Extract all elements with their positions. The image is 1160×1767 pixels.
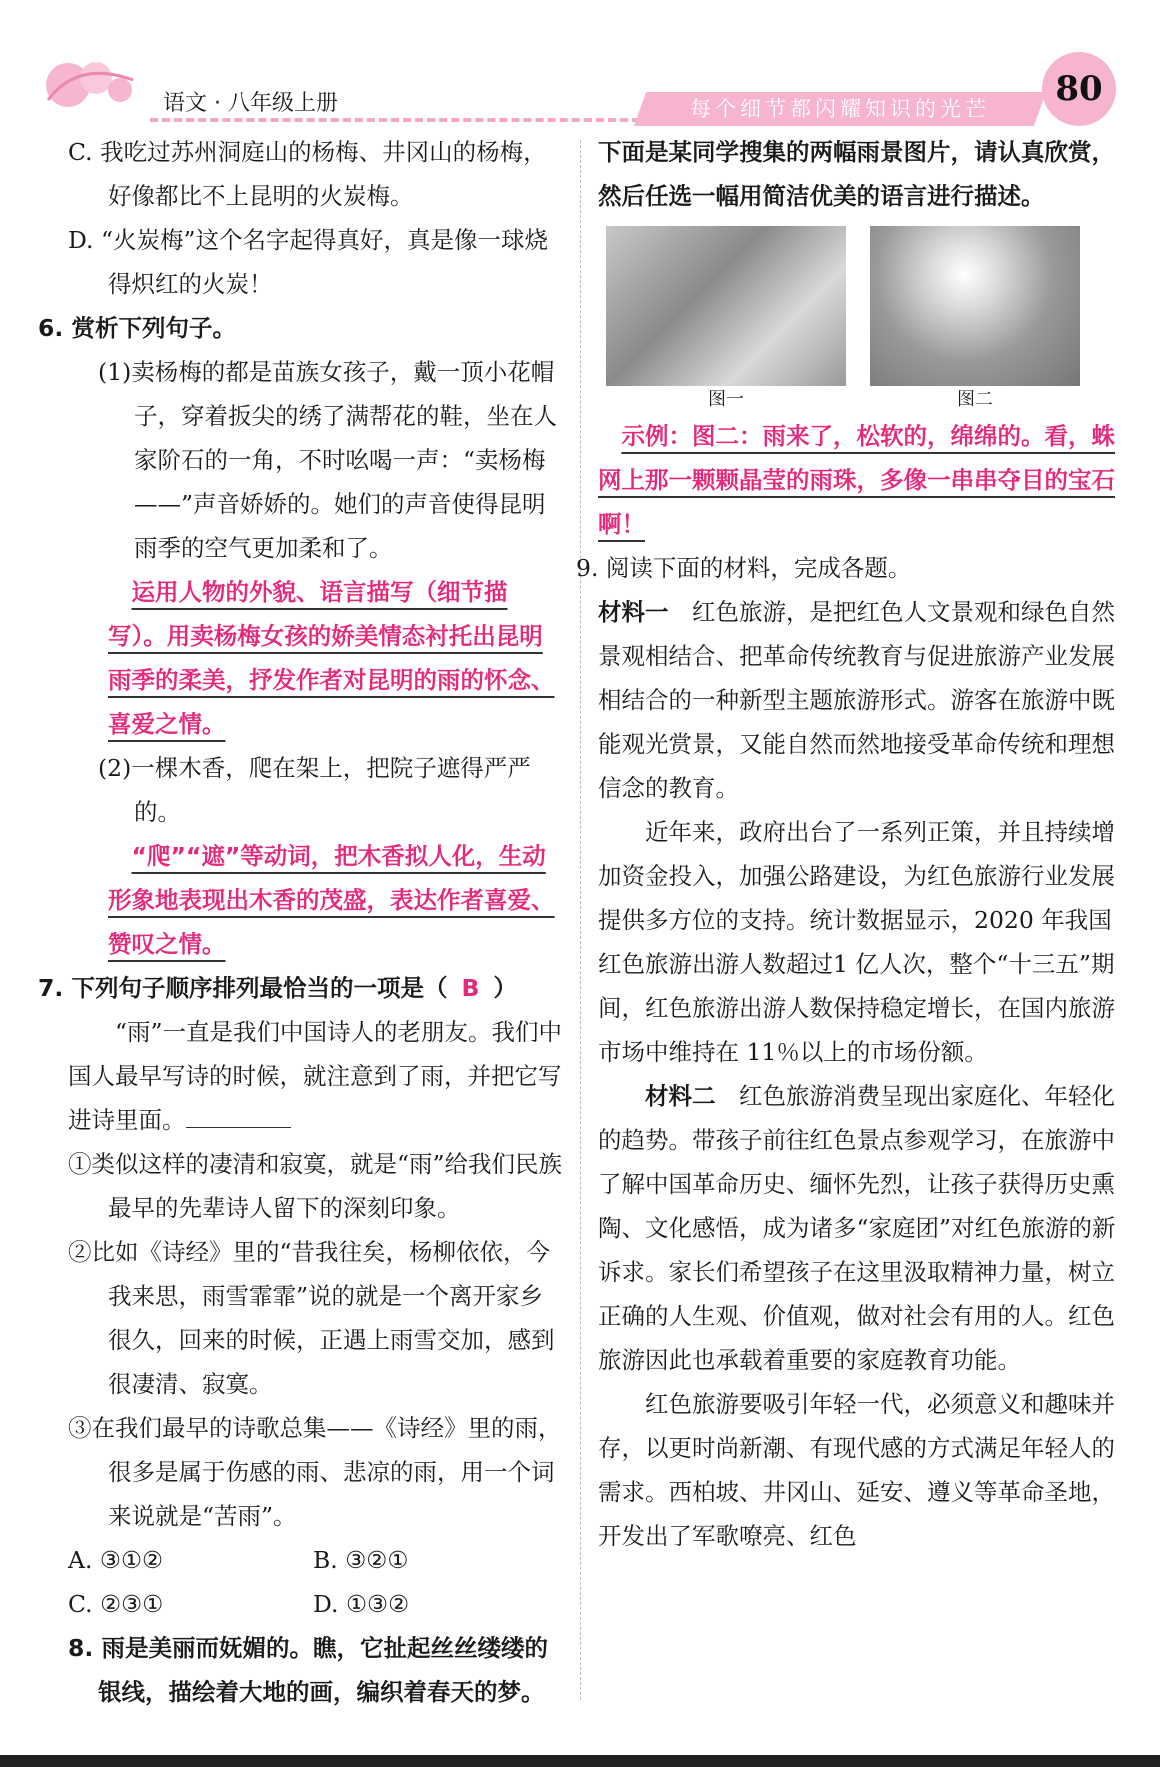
- q8-answer: 示例：图二：雨来了，松软的，绵绵的。看，蛛网上那一颗颗晶莹的雨珠，多像一串串夺目的宝石啊！: [598, 422, 1115, 538]
- column-divider: [580, 140, 581, 1700]
- material-1-label: 材料一: [598, 598, 669, 626]
- q9-title: 9. 阅读下面的材料，完成各题。: [576, 554, 912, 582]
- material-1-p2: 近年来，政府出台了一系列正策，并且持续增加资金投入，加强公路建设，为红色旅游行业发展提供多方位的支持。统计数据显示，2020 年我国红色旅游出游人数超过1 亿人次，整个“十三五”期间，红色旅游出游人数保持稳定增长，在国内旅游市场中维持在 11％以上的市场份额。: [598, 818, 1115, 1066]
- material-2-p1-text: 红色旅游消费呈现出家庭化、年轻化的趋势。带孩子前往红色景点参观学习，在旅游中了解中国革命历史、缅怀先烈，让孩子获得历史熏陶、文化感悟，成为诸多“家庭团”对红色旅游的新诉求。家长们希望孩子在这里汲取精神力量，树立正确的人生观、价值观，做对社会有用的人。红色旅游因此也承载着重要的家庭教育功能。: [598, 1082, 1116, 1374]
- bottom-edge-bar: [0, 1755, 1160, 1767]
- material-2-p1: [598, 1074, 1118, 1382]
- q5-option-d: D. “火炭梅”这个名字起得真好，真是像一球烧得炽红的火炭！: [68, 226, 548, 298]
- q6-title: 6. 赏析下列句子。: [38, 314, 236, 342]
- q7-item-3: ③在我们最早的诗歌总集——《诗经》里的雨，很多是属于伤感的雨、悲凉的雨，用一个词来说就是“苦雨”。: [68, 1414, 562, 1530]
- figure-1-caption: 图一: [708, 389, 744, 410]
- q8-answer-wrap: [598, 414, 1118, 546]
- q7-blank: [186, 1126, 291, 1128]
- floral-ornament-icon: [38, 50, 148, 120]
- q8-images: [598, 226, 1118, 414]
- q7-option-d: D. ①③②: [313, 1590, 410, 1618]
- material-1-p1-text: 红色旅游，是把红色人文景观和绿色自然景观相结合、把革命传统教育与促进旅游产业发展相结合的一种新型主题旅游形式。游客在旅游中既能观光赏景，又能自然而然地接受革命传统和理想信念的教育。: [598, 598, 1115, 802]
- q6-1-answer: 运用人物的外貌、语言描写（细节描写）。用卖杨梅女孩的娇美情态衬托出昆明雨季的柔美，抒发作者对昆明的雨的怀念、喜爱之情。: [108, 578, 555, 738]
- left-column: [38, 130, 564, 1714]
- q6-1-text: (1)卖杨梅的都是苗族女孩子，戴一顶小花帽子，穿着扳尖的绣了满帮花的鞋，坐在人家阶石的一角，不时吆喝一声：“卖杨梅——”声音娇娇的。她们的声音使得昆明雨季的空气更加柔和了。: [98, 358, 557, 562]
- leaves-raindrop-photo: [606, 226, 846, 386]
- q7-item-2: ②比如《诗经》里的“昔我往矣，杨柳依依，今我来思，雨雪霏霏”说的就是一个离开家乡很久，回来的时候，正遇上雨雪交加，感到很凄清、寂寞。: [68, 1238, 555, 1398]
- q5-option-c: C. 我吃过苏州洞庭山的杨梅、井冈山的杨梅，好像都比不上昆明的火炭梅。: [68, 138, 547, 210]
- q6-2-answer: “爬”“遮”等动词，把木香拟人化，生动形象地表现出木香的茂盛，表达作者喜爱、赞叹之情。: [108, 842, 555, 958]
- q7-options-row-2: [38, 1582, 564, 1626]
- q7-close: ）: [493, 974, 517, 1002]
- q8-text: 8. 雨是美丽而妩媚的。瞧，它扯起丝丝缕缕的银线，描绘着大地的画，编织着春天的梦。: [68, 1634, 548, 1706]
- header-slogan-banner: [634, 92, 1046, 126]
- q7-title: [38, 966, 564, 1010]
- q7-item-1: ①类似这样的凄清和寂寞，就是“雨”给我们民族最早的先辈诗人留下的深刻印象。: [68, 1150, 563, 1222]
- q6-2-text: (2)一棵木香，爬在架上，把院子遮得严严的。: [98, 754, 531, 826]
- figure-2-caption: 图二: [957, 389, 993, 410]
- q6-1-answer-wrap: [38, 570, 564, 746]
- page-header: [0, 0, 1160, 130]
- q7-title-text: 7. 下列句子顺序排列最恰当的一项是（: [38, 974, 448, 1002]
- header-dashed-line: [150, 118, 640, 122]
- q7-option-a: A. ③①②: [68, 1546, 164, 1574]
- q7-stem-text: “雨”一直是我们中国诗人的老朋友。我们中国人最早写诗的时候，就注意到了雨，并把它写进诗里面。: [68, 1018, 563, 1134]
- figure-2: [870, 226, 1080, 414]
- subject-title: 语文 · 八年级上册: [163, 91, 338, 116]
- q8-continued: 下面是某同学搜集的两幅雨景图片，请认真欣赏，然后任选一幅用简洁优美的语言进行描述。: [598, 138, 1115, 210]
- q6-2-answer-wrap: [38, 834, 564, 966]
- q7-option-b: B. ③②①: [313, 1546, 409, 1574]
- q7-answer: B: [461, 974, 480, 1002]
- q7-stem: [38, 1010, 564, 1142]
- right-column: [576, 130, 1118, 1558]
- page-number: 80: [1042, 52, 1116, 126]
- material-2-label: 材料二: [645, 1082, 716, 1110]
- q7-option-c: C. ②③①: [68, 1590, 164, 1618]
- spiderweb-raindrop-photo: [870, 226, 1080, 386]
- q7-options-row-1: [38, 1538, 564, 1582]
- figure-1: [606, 226, 846, 414]
- slogan-text: 每个细节都闪耀知识的光芒: [690, 97, 990, 121]
- material-2-p2: 红色旅游要吸引年轻一代，必须意义和趣味并存，以更时尚新潮、有现代感的方式满足年轻人的需求。西柏坡、井冈山、延安、遵义等革命圣地，开发出了军歌嘹亮、红色: [598, 1390, 1115, 1550]
- material-1-p1: [598, 590, 1118, 810]
